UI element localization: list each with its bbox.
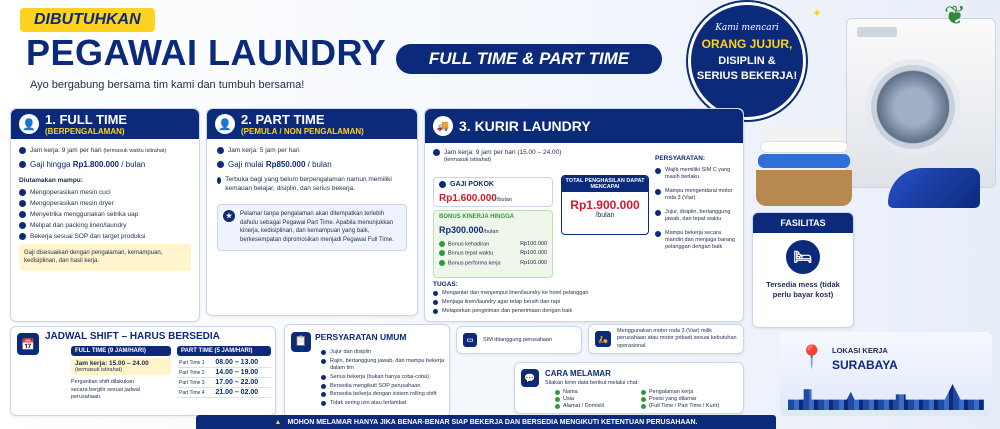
bonus-value: Rp300.000 [439,225,484,235]
parttime-hours: Jam kerja: 5 jam per hari [228,147,300,154]
fulltime-note: Gaji disesuaikan dengan pengalaman, kemampuan, kedisiplinan, dan hasil kerja. [19,244,191,271]
shift-pt-time: 08.00 – 13.00 [213,358,271,368]
sim-text: SIM ditanggung perusahaan [483,337,553,343]
check-icon [439,241,445,247]
footer-text: MOHON MELAMAR HANYA JIKA BENAR-BENAR SIAP BEKERJA DAN BERSEDIA MENGIKUTI KETENTUAN PERUSAHAAN. [287,418,698,426]
check-icon [655,168,661,174]
cara-item [555,389,604,395]
task-text: Menjaga linen/laundry agar tetap bersih dan rapi [442,299,561,305]
check-icon [555,390,560,395]
check-icon [19,200,26,207]
check-icon [555,397,560,402]
check-icon [19,233,26,240]
check-icon [321,401,326,406]
clipboard-icon: 📋 [291,332,311,352]
fulltime-hours: Jam kerja: 9 jam per hari [30,147,102,154]
kurir-task-item [433,308,733,314]
bonus-name: Bonus performa kerja [448,260,501,267]
total-income-box [561,175,649,235]
kurir-card [424,108,744,322]
clock-icon [19,147,26,154]
umum-text: Jujur dan disiplin [330,349,371,355]
umum-item [321,358,447,372]
umum-text: Rajin, bertanggung jawab, dan mampu bekerja dalam tim [330,357,445,371]
fulltime-duty-item [19,189,191,196]
umum-text: Serius bekerja (bukan hanya coba-coba) [330,373,430,380]
job-type-pill: FULL TIME & PART TIME [396,44,662,74]
cara-text: Nama [563,389,578,395]
duty-text: Bekerja sesuai SOP dan target produksi [30,233,146,240]
shift-pt-row [177,358,271,368]
fulltime-salary-pre: Gaji hingga [30,160,71,169]
group-icon [217,177,221,184]
cara-desc: Silakan kirim data berikut melalui chat: [545,380,639,386]
lokasi-city: SURABAYA [832,358,898,372]
fulltime-salary-post: / bulan [121,160,146,169]
kurir-hours: Jam kerja: 9 jam per hari (15.00 – 24.00) [444,149,562,156]
page-subtitle: Ayo bergabung bersama tim kami dan tumbuh bersama! [30,79,305,91]
req-text: Jujur, disiplin, bertanggung jawab, dan tepat waktu [665,208,731,223]
money-icon [19,161,26,168]
shift-pt-time: 17.00 – 22.00 [213,378,271,388]
check-icon [321,384,326,389]
umum-item [321,400,447,407]
check-icon [433,309,438,314]
kurir-title: 3. KURIR LAUNDRY [459,118,591,134]
calendar-icon: 📅 [17,333,39,355]
money-icon [217,161,224,168]
gaji-pokok-value: Rp1.600.000 [439,193,497,204]
check-icon [655,231,661,237]
shift-title: JADWAL SHIFT – HARUS BERSEDIA [45,331,220,342]
shift-ft-note: (termasuk istirahat) [75,367,123,373]
slogan-line-4: SERIUS BEKERJA! [696,70,798,82]
sparkle-icon: ✦ [812,6,823,20]
check-icon [19,222,26,229]
bonus-amount: Rp100.000 [520,241,547,247]
umum-card [284,324,450,418]
fasilitas-text: Tersedia mess (tidak perlu bayar kost) [766,280,840,300]
cara-item [641,396,719,402]
bonus-item [439,260,547,266]
check-icon [321,392,326,397]
shift-pt-name: Part Time 3 [177,378,213,388]
parttime-card [206,108,418,316]
kurir-req-item [655,230,739,252]
check-icon [555,404,560,409]
shift-pt-table [177,358,271,398]
kurir-req-item [655,209,739,224]
towel-basket-image [756,128,852,208]
shift-pt-title: PART TIME (5 JAM/HARI) [177,346,271,356]
duty-text: Melipat dan packing linen/laundry [30,222,127,229]
task-text: Mengantar dan menjemput linen/laundry ke hotel pelanggan [442,290,589,296]
total-income-value: Rp1.900.000 [570,198,640,212]
check-icon [433,291,438,296]
kurir-task-item [433,299,733,305]
duty-text: Mengoperasikan mesin dryer [30,200,114,207]
fasilitas-title: FASILITAS [753,213,853,233]
location-pin-icon: 📍 [798,344,826,369]
cara-item [641,389,719,395]
cara-text: Pengalaman kerja [649,389,694,395]
shift-pt-name: Part Time 2 [177,368,213,378]
star-icon: ★ [223,210,235,222]
umum-text: Bersedia bekerja dengan sistem rolling shift [330,391,437,398]
req-text: Mampu mengendarai motor roda 3 (Viar) [665,187,733,202]
cara-item [641,403,719,409]
shift-ft-hours: Jam kerja: 15.00 – 24.00 [75,360,149,367]
cara-title: CARA MELAMAR [545,369,611,378]
plant-image: ❦ [944,0,966,30]
umum-item [321,391,447,398]
check-icon [321,359,326,364]
city-skyline-image [788,384,984,410]
delivery-truck-icon: 🚚 [433,116,453,136]
fulltime-duty-item [19,211,191,218]
check-icon [439,250,445,256]
umum-text: Tidak sering izin atau terlambat [330,400,407,407]
motor-text: Menggunakan motor roda 3 (Viar) milik perusahaan atau motor pribadi sesuai kebutuhan operasional [617,328,737,349]
motorcycle-icon: 🛵 [595,331,611,347]
chat-icon: 💬 [521,369,539,387]
duty-text: Mengoperasikan mesin cuci [30,189,111,196]
bonus-item [439,241,547,247]
umum-text: Bersedia mengikuti SOP perusahaan [330,382,421,389]
check-icon [641,404,646,409]
fulltime-subtitle: (BERPENGALAMAN) [45,127,125,136]
slogan-line-1: Kami mencari [715,23,779,33]
parttime-note-box [217,204,407,251]
person-icon: 👤 [215,114,235,134]
bonus-amount: Rp100.000 [520,250,547,257]
gaji-pokok-box [433,177,553,207]
check-icon [655,210,661,216]
bonus-amount: Rp100.000 [520,259,547,266]
person-icon: 👤 [19,114,39,134]
fulltime-duty-item [19,222,191,229]
iron-image [888,168,980,208]
bonus-unit: /bulan [483,229,499,235]
total-income-label: TOTAL PENGHASILAN DAPAT MENCAPAI [562,176,648,192]
bonus-box [433,210,553,278]
sim-card [456,326,582,354]
cara-item [555,403,604,409]
cara-text: Posisi yang dilamar [649,396,697,402]
slogan-circle [688,2,806,120]
shift-card [10,326,276,416]
bonus-name: Bonus tepat waktu [448,250,494,257]
parttime-subtitle: (PEMULA / NON PENGALAMAN) [241,127,364,136]
check-icon [439,260,445,266]
check-icon [19,211,26,218]
cara-item [555,396,604,402]
motor-card [588,324,744,354]
req-text: Mampu bekerja secara mandiri dan menjaga barang pelanggan dengan baik [665,229,736,251]
page-title: PEGAWAI LAUNDRY [26,32,387,73]
umum-item [321,383,447,390]
check-icon [641,390,646,395]
fulltime-title: 1. FULL TIME [45,112,128,127]
shift-pt-time: 14.00 – 19.00 [213,368,271,378]
parttime-note: Pelamar tanpa pengalaman akan ditempatkan terlebih dahulu sebagai Pegawai Part Time. Apabila menunjukkan kinerja, kedisiplinan, dan kemampuan yang baik, berkesempatan dipromosikan menjadi Pegawai Full Time. [240,210,394,243]
bed-icon: 🛏 [786,240,820,274]
parttime-salary-post: / bulan [307,160,332,169]
umum-item [321,349,447,356]
fulltime-salary: Rp1.800.000 [72,160,119,169]
fulltime-duty-item [19,200,191,207]
shift-pt-row [177,388,271,398]
check-icon [321,375,326,380]
parttime-salary: Rp850.000 [265,160,306,169]
kurir-req-item [655,167,739,182]
parttime-title: 2. PART TIME [241,112,325,127]
lokasi-label: LOKASI KERJA [832,346,888,355]
check-icon [19,189,26,196]
parttime-desc: Terbuka bagi yang belum berpengalaman namun memiliki kemauan belajar, disiplin, dan serius bekerja. [225,176,392,193]
fulltime-duties-title: Diutamakan mampu: [19,177,83,184]
req-text: Wajib memiliki SIM C yang masih berlaku [665,167,731,181]
lokasi-card [780,332,992,416]
check-icon [641,397,646,402]
shift-ft-title: FULL TIME (9 JAM/HARI) [71,346,171,356]
umum-title: PERSYARATAN UMUM [315,332,407,342]
id-card-icon: ▭ [463,333,477,347]
cara-card [514,362,744,414]
bonus-title: BONUS KINERJA HINGGA [439,214,515,220]
clock-icon [217,147,224,154]
washing-machine-image [846,18,996,188]
footer-bar [196,415,776,429]
umum-item [321,374,447,381]
check-icon [433,300,438,305]
shift-pt-name: Part Time 1 [177,358,213,368]
gaji-pokok-label: GAJI POKOK [450,181,494,188]
cara-text: Usia [563,396,575,402]
shift-pt-name: Part Time 4 [177,388,213,398]
kurir-req-item [655,188,739,203]
slogan-line-2: ORANG JUJUR, [701,37,793,51]
bonus-item [439,250,547,256]
fasilitas-card [752,212,854,328]
shift-pt-time: 21.00 – 02.00 [213,388,271,398]
check-icon [655,189,661,195]
cara-text: (Full Time / Part Time / Kurir) [649,403,720,409]
cara-text: Alamat / Domisili [563,403,604,409]
fulltime-duty-item [19,233,191,240]
total-income-unit: /bulan [595,212,615,219]
shift-pt-row [177,378,271,388]
kurir-task-item [433,290,733,296]
slogan-line-3: DISIPLIN & [718,55,776,67]
shift-pt-row [177,368,271,378]
kurir-hours-note: (termasuk istirahat) [444,157,492,163]
warning-icon: ▲ [274,418,282,426]
clock-icon [433,149,440,156]
bonus-name: Bonus kehadiran [448,241,490,248]
shift-ft-extra: Pergantian shift dilakukan secara bergilir sesuai jadwal perusahaan. [71,379,141,401]
check-icon [321,350,326,355]
gaji-pokok-unit: /bulan [496,197,512,203]
kurir-tasks-title: TUGAS: [433,281,458,288]
dibutuhkan-badge: DIBUTUHKAN [20,8,155,32]
kurir-req-title: PERSYARATAN: [655,155,706,162]
fulltime-card [10,108,200,322]
wallet-icon [439,181,446,188]
task-text: Melaporkan pengiriman dan penerimaan dengan baik [442,308,573,314]
parttime-salary-pre: Gaji mulai [228,160,264,169]
fulltime-hours-note: (termasuk waktu istirahat) [103,147,167,154]
duty-text: Menyetrika menggunakan setrika uap [30,211,139,218]
